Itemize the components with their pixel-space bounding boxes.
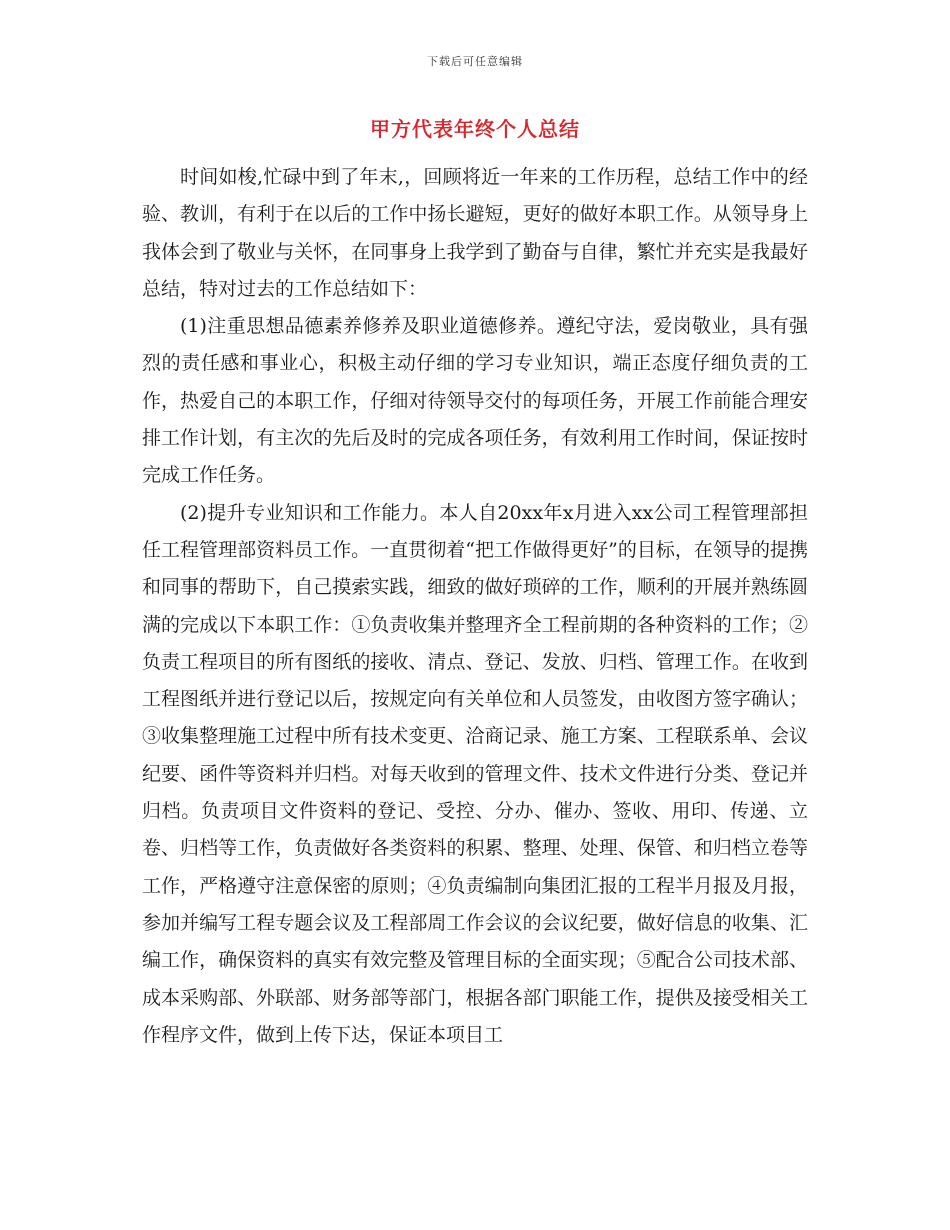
header-note: 下载后可任意编辑 bbox=[427, 55, 523, 68]
document-body bbox=[142, 159, 808, 1054]
paragraph-item-2: (2)提升专业知识和工作能力。本人自20xx年x月进入xx公司工程管理部担任工程管理部资料员工作。一直贯彻着“把工作做得更好”的目标，在领导的提携和同事的帮助下，自己摸索实践，细致的做好琐碎的工作，顺利的开展并熟练圆满的完成以下本职工作：①负责收集并整理齐全工程前期的各种资料的工作；②负责工程项目的所有图纸的接收、清点、登记、发放、归档、管理工作。在收到工程图纸并进行登记以后，按规定向有关单位和人员签发，由收图方签字确认；③收集整理施工过程中所有技术变更、洽商记录、施工方案、工程联系单、会议纪要、函件等资料并归档。对每天收到的管理文件、技术文件进行分类、登记并归档。负责项目文件资料的登记、受控、分办、催办、签收、用印、传递、立卷、归档等工作，负责做好各类资料的积累、整理、处理、保管、和归档立卷等工作，严格遵守注意保密的原则；④负责编制向集团汇报的工程半月报及月报，参加并编写工程专题会议及工程部周工作会议的会议纪要，做好信息的收集、汇编工作，确保资料的真实有效完整及管理目标的全面实现；⑤配合公司技术部、成本采购部、外联部、财务部等部门，根据各部门职能工作，提供及接受相关工作程序文件，做到上传下达，保证本项目工 bbox=[142, 501, 808, 1046]
document-title: 甲方代表年终个人总结 bbox=[370, 117, 580, 141]
paragraph-intro: 时间如梭,忙碌中到了年末,，回顾将近一年来的工作历程，总结工作中的经验、教训，有利于在以后的工作中扬长避短，更好的做好本职工作。从领导身上我体会到了敬业与关怀，在同事身上我学到了勤奋与自律，繁忙并充实是我最好总结，特对过去的工作总结如下： bbox=[142, 166, 808, 300]
paragraph-item-1: (1)注重思想品德素养修养及职业道德修养。遵纪守法，爱岗敬业，具有强烈的责任感和事业心，积极主动仔细的学习专业知识，端正态度仔细负责的工作，热爱自己的本职工作，仔细对待领导交付的每项任务，开展工作前能合理安排工作计划，有主次的先后及时的完成各项任务，有效利用工作时间，保证按时完成工作任务。 bbox=[142, 315, 808, 487]
